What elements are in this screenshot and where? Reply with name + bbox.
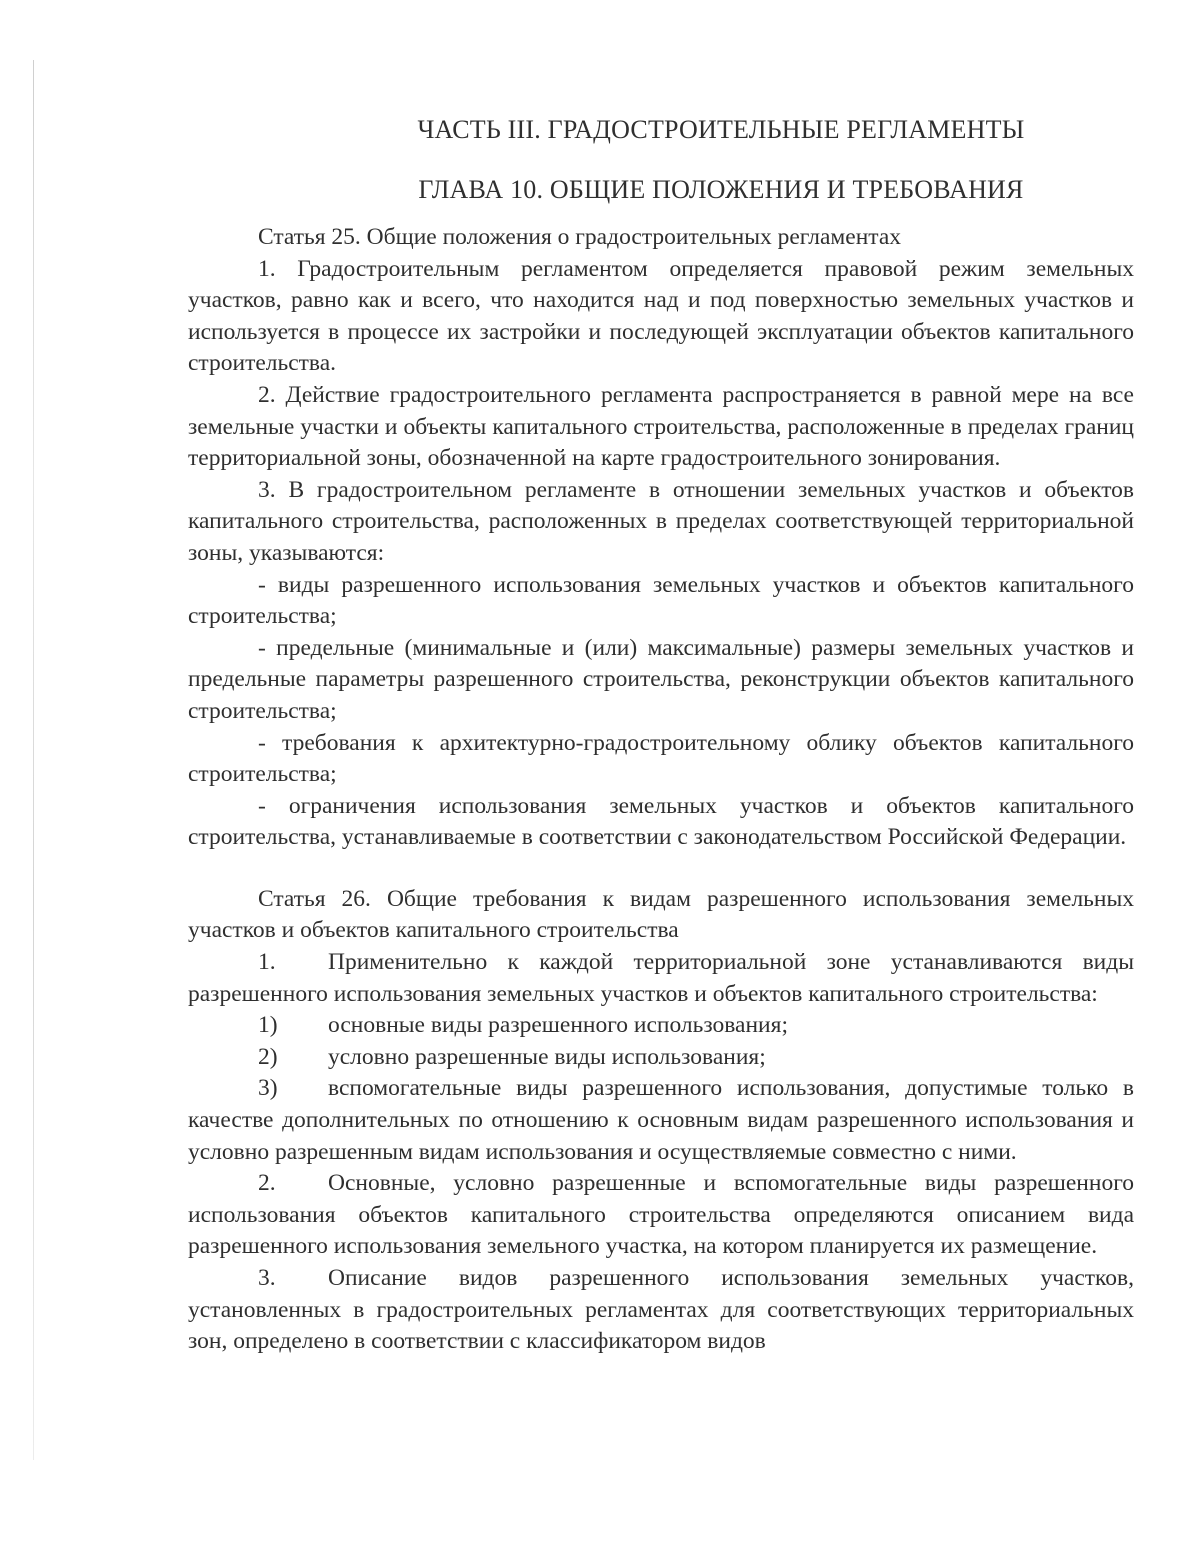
article-25-list-item: - ограничения использования земельных участков и объектов капитального строительства, устанавливаемые в соответствии с законодательством Российской Федерации.	[188, 792, 1134, 851]
article-26-paragraph-2	[188, 1168, 1134, 1263]
article-25-list-item: - предельные (минимальные и (или) максимальные) размеры земельных участков и предельные параметры разрешенного строительства, реконструкции объектов капитального строительства;	[188, 634, 1134, 724]
article-25-title: Статья 25. Общие положения о градостроительных регламентах	[258, 224, 902, 250]
part-title: ЧАСТЬ III. ГРАДОСТРОИТЕЛЬНЫЕ РЕГЛАМЕНТЫ	[417, 115, 1025, 144]
subitem-number: 2)	[258, 1043, 278, 1070]
paragraph-text: Основные, условно разрешенные и вспомогательные виды разрешенного использования объектов капитального строительства определяются описанием вида разрешенного использования земельного участка, на котором планируется их размещение.	[188, 1170, 1134, 1260]
section-gap	[188, 854, 1134, 884]
paragraph-number: 2.	[258, 1170, 276, 1197]
document-page	[188, 108, 1134, 1358]
article-25-list-item: - виды разрешенного использования земельных участков и объектов капитального строительства;	[188, 571, 1134, 630]
paragraph-text: Применительно к каждой территориальной зоне устанавливаются виды разрешенного использования земельных участков и объектов капитального строительства:	[188, 949, 1134, 1007]
article-26-paragraph-3	[188, 1263, 1134, 1358]
article-26-subitem-3	[188, 1073, 1134, 1168]
subitem-text: основные виды разрешенного использования;	[328, 1012, 788, 1039]
article-26-title: Статья 26. Общие требования к видам разрешенного использования земельных участков и объектов капитального строительства	[188, 885, 1134, 944]
paragraph-number: 1.	[258, 949, 276, 976]
chapter-title: ГЛАВА 10. ОБЩИЕ ПОЛОЖЕНИЯ И ТРЕБОВАНИЯ	[418, 175, 1024, 204]
article-25-paragraph-3: 3. В градостроительном регламенте в отношении земельных участков и объектов капитального строительства, расположенных в пределах соответствующей территориальной зоны, указываются:	[188, 476, 1134, 566]
article-25-list-item: - требования к архитектурно-градостроительному облику объектов капитального строительства;	[188, 729, 1134, 788]
article-25-paragraph-2: 2. Действие градостроительного регламента распространяется в равной мере на все земельные участки и объекты капитального строительства, расположенные в пределах границ территориальной зоны, обозначенной на карте градостроительного зонирования.	[188, 381, 1134, 472]
article-25	[188, 222, 1134, 854]
subitem-text: вспомогательные виды разрешенного использования, допустимые только в качестве дополнительных по отношению к основным видам разрешенного использования и условно разрешенным видам использования и осуществляемые совместно с ними.	[188, 1075, 1134, 1165]
paragraph-number: 3.	[258, 1265, 276, 1291]
subitem-text: условно разрешенные виды использования;	[328, 1043, 766, 1070]
scan-edge-line	[33, 60, 34, 1460]
article-25-paragraph-1: 1. Градостроительным регламентом определяется правовой режим земельных участков, равно как и всего, что находится над и под поверхностью земельных участков и используется в процессе их застройки и последующей эксплуатации объектов капитального строительства.	[188, 255, 1134, 377]
article-26-subitem-1	[188, 1010, 1134, 1042]
paragraph-text: Описание видов разрешенного использования земельных участков, установленных в градостроительных регламентах для соответствующих территориальных зон, определено в соответствии с классификатором видов	[188, 1265, 1134, 1355]
article-26-subitem-2	[188, 1042, 1134, 1074]
subitem-number: 3)	[258, 1075, 278, 1102]
article-26-paragraph-1	[188, 947, 1134, 1010]
article-26	[188, 884, 1134, 1358]
subitem-number: 1)	[258, 1012, 278, 1039]
